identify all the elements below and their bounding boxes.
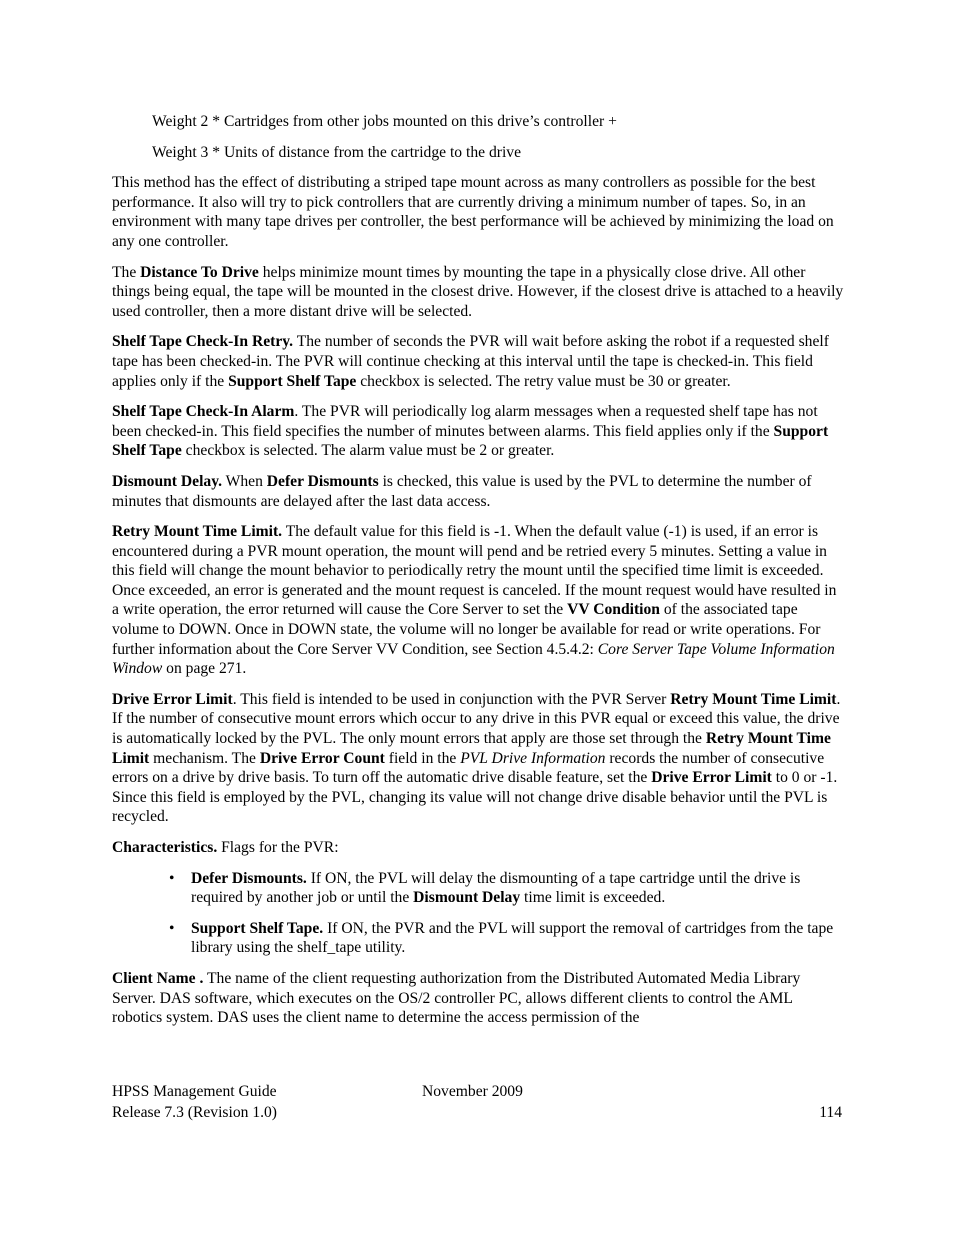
drive-error-limit-term: Drive Error Limit xyxy=(112,690,233,708)
retry-mount-paragraph: Retry Mount Time Limit. The default value for this field is -1. When the default value (-1) is used, if an error is encountered during a PVR mount operation, the mount will pend and be retried every 5 minutes. Setting a value in this field will change the mount behavior to periodically retry the mount until the specified time limit is exceeded. Once exceeded, an error is generated and the mount request is canceled. If the mount request would have resulted in a write operation, the error returned will cause the Core Server to set the VV Condition of the associated tape volume to DOWN. Once in DOWN state, the volume will no longer be available for read or write operations. For further information about the Core Server VV Condition, see Section 4.5.4.2: Core Server Tape Volume Information Window on page 271. xyxy=(112,523,837,678)
retry-mount-term: Retry Mount Time Limit. xyxy=(112,523,283,541)
characteristics-paragraph: Characteristics. Flags for the PVR: xyxy=(112,839,339,856)
distance-to-drive-paragraph: The Distance To Drive helps minimize mount times by mounting the tape in a physically close drive. All other things being equal, the tape will be mounted in the closest drive. However, if the closest drive is attached to a heavily used controller, then a more distant drive will be selected. xyxy=(112,263,844,320)
page-body xyxy=(112,112,844,1039)
bullet-icon: • xyxy=(169,869,175,887)
footer-release: Release 7.3 (Revision 1.0) xyxy=(112,1104,277,1121)
drive-error-limit-paragraph: Drive Error Limit. This field is intended to be used in conjunction with the PVR Server Retry Mount Time Limit. If the number of consecutive mount errors which occur to any drive in this PVR equal or exceed this value, the drive is automatically locked by the PVL. The only mount errors that apply are those set through the Retry Mount Time Limit mechanism. The Drive Error Count field in the PVL Drive Information records the number of consecutive errors on a drive by drive basis. To turn off the automatic drive disable feature, set the Drive Error Limit to 0 or -1. Since this field is employed by the PVL, changing its value will not change drive disable behavior until the PVL is recycled. xyxy=(112,690,841,826)
shelf-tape-alarm-paragraph: Shelf Tape Check-In Alarm. The PVR will periodically log alarm messages when a requested shelf tape has not been checked-in. This field specifies the number of minutes between alarms. This field applies only if the Support Shelf Tape checkbox is selected. The alarm value must be 2 or greater. xyxy=(112,403,829,460)
weight-2-line: Weight 2 * Cartridges from other jobs mounted on this drive’s controller + xyxy=(152,113,617,130)
page-footer xyxy=(112,1082,844,1124)
bullet-icon: • xyxy=(169,919,175,937)
shelf-tape-alarm-term: Shelf Tape Check-In Alarm xyxy=(112,403,295,421)
characteristics-list xyxy=(112,869,844,958)
shelf-tape-retry-paragraph: Shelf Tape Check-In Retry. The number of seconds the PVR will wait before asking the robot if a requested shelf tape has been checked-in. The PVR will continue checking at this interval until the tape is checked-in. This field applies only if the Support Shelf Tape checkbox is selected. The retry value must be 30 or greater. xyxy=(112,333,829,390)
footer-date: November 2009 xyxy=(422,1083,523,1100)
shelf-tape-retry-term: Shelf Tape Check-In Retry. xyxy=(112,333,294,351)
footer-guide-title: HPSS Management Guide xyxy=(112,1083,277,1100)
client-name-paragraph: Client Name . The name of the client requesting authorization from the Distributed Automated Media Library Server. DAS software, which executes on the OS/2 controller PC, allows different clients to control the AML robotics system. DAS uses the client name to determine the access permission of the xyxy=(112,969,801,1027)
method-paragraph: This method has the effect of distributing a striped tape mount across as many controllers as possible for the best performance. It also will try to pick controllers that are currently driving a minimum number of tapes. So, in an environment with many tape drives per controller, the best performance will be achieved by minimizing the load on any one controller. xyxy=(112,174,834,250)
list-item-defer-dismounts: • Defer Dismounts. If ON, the PVL will delay the dismounting of a tape cartridge until the drive is required by another job or until the Dismount Delay time limit is exceeded. xyxy=(169,869,801,907)
characteristics-term: Characteristics. xyxy=(112,839,218,856)
distance-to-drive-term: Distance To Drive xyxy=(140,263,259,281)
dismount-delay-paragraph: Dismount Delay. When Defer Dismounts is checked, this value is used by the PVL to determine the number of minutes that dismounts are delayed after the last data access. xyxy=(112,472,812,510)
dismount-delay-term: Dismount Delay. xyxy=(112,472,223,490)
list-item-support-shelf-tape: • Support Shelf Tape. If ON, the PVR and the PVL will support the removal of cartridges from the tape library using the shelf_tape utility. xyxy=(169,919,834,957)
footer-page-number: 114 xyxy=(819,1104,842,1121)
weight-3-line: Weight 3 * Units of distance from the cartridge to the drive xyxy=(152,143,521,161)
client-name-term: Client Name . xyxy=(112,969,204,987)
section-reference: Core Server Tape Volume Information Window xyxy=(112,640,835,678)
